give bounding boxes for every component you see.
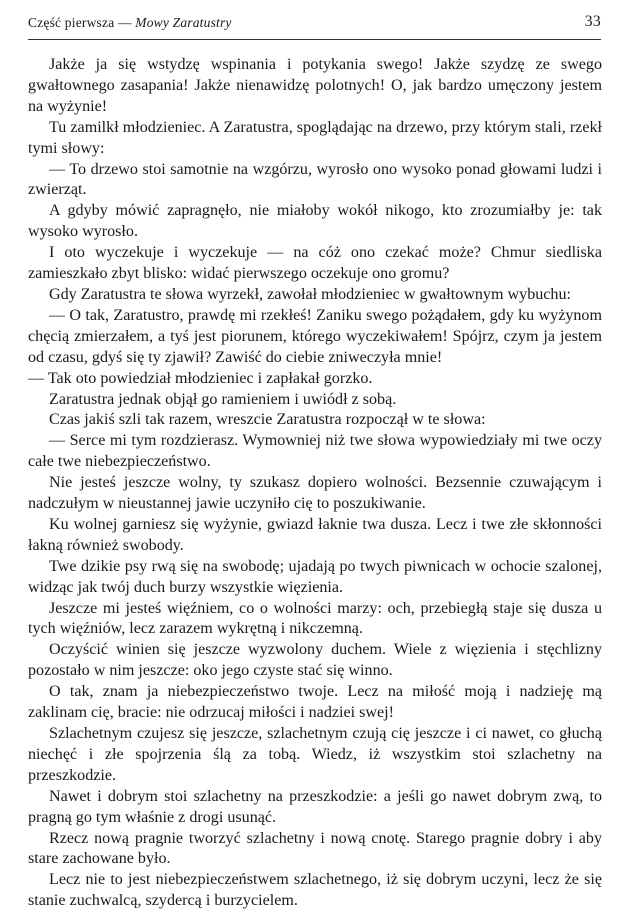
page-number: 33 xyxy=(584,13,601,30)
body-text xyxy=(28,55,602,912)
paragraph: — Serce mi tym rozdzierasz. Wymowniej niż twe słowa wypowiedziały mi twe oczy całe twe niebezpieczeństwo. xyxy=(28,432,602,471)
paragraph: Tu zamilkł młodzieniec. A Zaratustra, spoglądając na drzewo, przy którym stali, rzekł tymi słowy: xyxy=(28,118,602,157)
running-header xyxy=(28,15,601,37)
paragraph: Jeszcze mi jesteś więźniem, co o wolności marzy: och, przebiegłą staje się dusza u tych więźniów, lecz zarazem wykrętną i nikczemną. xyxy=(28,599,602,638)
header-rule xyxy=(28,39,601,40)
paragraph: Szlachetnym czujesz się jeszcze, szlachetnym czują cię jeszcze i ci nawet, co głuchą niechęć i złe spojrzenia ślą za tobą. Wiedz, iż wszystkim stoi szlachetny na przeszkodzie. xyxy=(28,725,602,784)
header-part-label: Część pierwsza — xyxy=(28,15,132,30)
paragraph: — Tak oto powiedział młodzieniec i zapłakał gorzko. xyxy=(28,369,373,387)
paragraph: Oczyścić winien się jeszcze wyzwolony duchem. Wiele z więzienia i stęchlizny pozostało w nim jeszcze: oko jego czyste stać się winno. xyxy=(28,641,602,680)
paragraph: Ku wolnej garniesz się wyżynie, gwiazd łaknie twa dusza. Lecz i twe złe skłonności łakną również swobody. xyxy=(28,515,602,554)
paragraph: Czas jakiś szli tak razem, wreszcie Zaratustra rozpoczął w te słowa: xyxy=(49,411,486,429)
paragraph: Nawet i dobrym stoi szlachetny na przeszkodzie: a jeśli go nawet dobrym zwą, to pragną go tym właśnie z drogi usunąć. xyxy=(28,787,602,826)
paragraph: — To drzewo stoi samotnie na wzgórzu, wyrosło ono wysoko ponad głowami ludzi i zwierząt. xyxy=(28,160,602,199)
paragraph: Lecz nie to jest niebezpieczeństwem szlachetnego, iż się dobrym uczyni, lecz że się stanie zuchwalcą, szydercą i burzycielem. xyxy=(28,871,602,910)
paragraph: Rzecz nową pragnie tworzyć szlachetny i nową cnotę. Starego pragnie dobry i aby stare zachowane było. xyxy=(28,829,602,868)
paragraph: Twe dzikie psy rwą się na swobodę; ujadają po twych piwnicach w ochocie szalonej, widząc jak twój duch burzy wszystkie więzienia. xyxy=(28,557,602,596)
header-title xyxy=(28,15,232,31)
paragraph: Jakże ja się wstydzę wspinania i potykania swego! Jakże szydzę ze swego gwałtownego zasapania! Jakże nienawidzę polotnych! O, jak bardzo umęczony jestem na wyżynie! xyxy=(28,56,602,115)
paragraph: Gdy Zaratustra te słowa wyrzekł, zawołał młodzieniec w gwałtownym wybuchu: xyxy=(49,285,571,303)
header-book-title: Mowy Zaratustry xyxy=(135,15,232,30)
paragraph: Zaratustra jednak objął go ramieniem i uwiódł z sobą. xyxy=(49,390,397,408)
paragraph: O tak, znam ja niebezpieczeństwo twoje. Lecz na miłość moją i nadzieję mą zaklinam cię, bracie: nie odrzucaj miłości i nadziei swej! xyxy=(28,683,602,722)
paragraph: Nie jesteś jeszcze wolny, ty szukasz dopiero wolności. Bezsennie czuwającym i nadczułym w nieustannej jawie uczyniło cię to poszukiwanie. xyxy=(28,474,602,513)
paragraph: A gdyby mówić zapragnęło, nie miałoby wokół nikogo, kto zrozumiałby je: tak wysoko wyrosło. xyxy=(28,202,602,241)
paragraph: — O tak, Zaratustro, prawdę mi rzekłeś! Zaniku swego pożądałem, gdy ku wyżynom chęcią zmierzałem, a tyś jest piorunem, którego wyczekiwałem! Spójrz, czym ja jestem od czasu, gdyś się ty zjawił? Zawiść do ciebie zniweczyła mnie! xyxy=(28,306,602,366)
paragraph: I oto wyczekuje i wyczekuje — na cóż ono czekać może? Chmur siedliska zamieszkało zbyt blisko: widać pierwszego oczekuje ono gromu? xyxy=(28,244,602,283)
